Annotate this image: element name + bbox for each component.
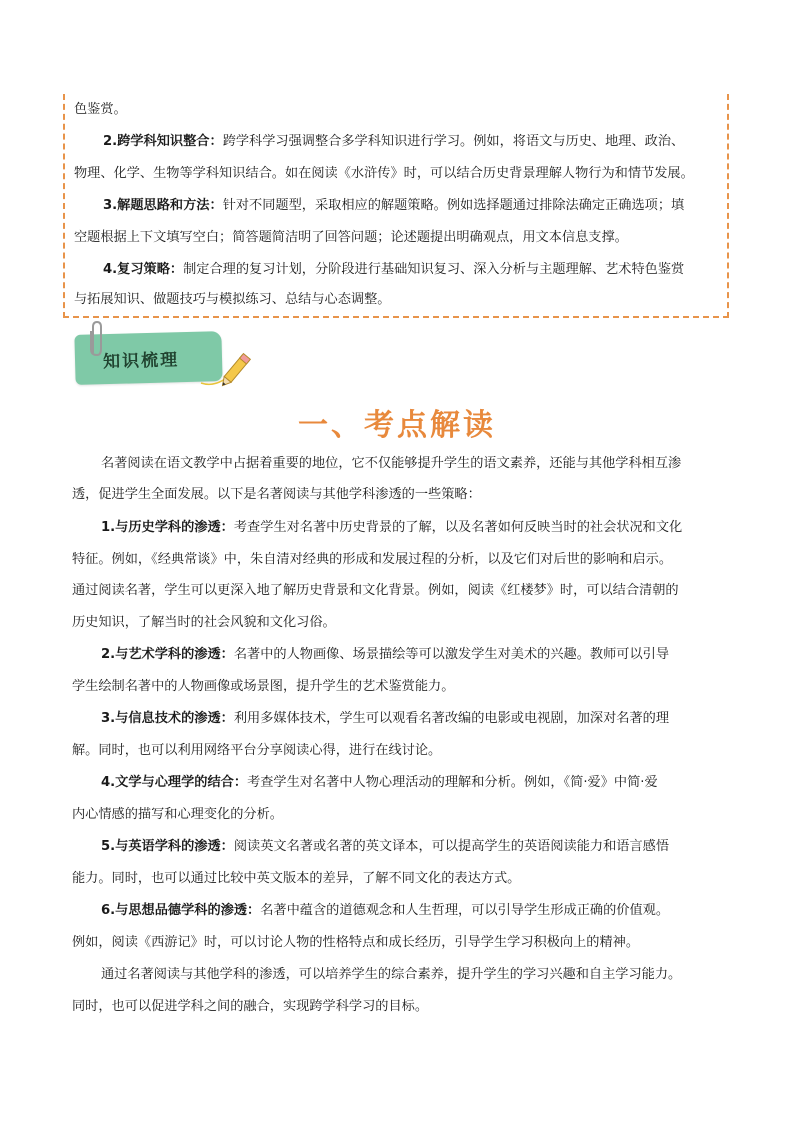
- section-tag-label: 知识梳理: [102, 350, 180, 373]
- box-line: 色鉴赏。: [74, 102, 127, 117]
- paragraph-line: 2.与艺术学科的渗透：名著中的人物画像、场景描绘等可以激发学生对美术的兴趣。教师可以引导: [101, 647, 670, 662]
- box-line: 3.解题思路和方法：针对不同题型，采取相应的解题策略。例如选择题通过排除法确定正确选项；填: [103, 198, 685, 213]
- paperclip-icon: [87, 319, 107, 361]
- paragraph-line: 学生绘制名著中的人物画像或场景图，提升学生的艺术鉴赏能力。: [72, 679, 455, 694]
- paragraph-line: 名著阅读在语文教学中占据着重要的地位，它不仅能够提升学生的语文素养，还能与其他学科相互渗: [101, 456, 682, 471]
- box-line: 4.复习策略：制定合理的复习计划，分阶段进行基础知识复习、深入分析与主题理解、艺术特色鉴赏: [103, 262, 685, 277]
- paragraph-line: 例如，阅读《西游记》时，可以讨论人物的性格特点和成长经历，引导学生学习积极向上的精神。: [72, 935, 640, 950]
- paragraph-line: 能力。同时，也可以通过比较中英文版本的差异，了解不同文化的表达方式。: [72, 871, 521, 886]
- paragraph-line: 透，促进学生全面发展。以下是名著阅读与其他学科渗透的一些策略：: [72, 487, 481, 502]
- paragraph-line: 5.与英语学科的渗透：阅读英文名著或名著的英文译本，可以提高学生的英语阅读能力和语言感悟: [101, 839, 670, 854]
- paragraph-line: 特征。例如，《经典常谈》中，朱自清对经典的形成和发展过程的分析，以及它们对后世的影响和启示。: [72, 552, 673, 567]
- paragraph-line: 6.与思想品德学科的渗透：名著中蕴含的道德观念和人生哲理，可以引导学生形成正确的价值观。: [101, 903, 670, 918]
- box-line: 2.跨学科知识整合：跨学科学习强调整合多学科知识进行学习。例如，将语文与历史、地理、政治、: [103, 134, 685, 149]
- paragraph-line: 3.与信息技术的渗透：利用多媒体技术，学生可以观看名著改编的电影或电视剧，加深对名著的理: [101, 711, 670, 726]
- paragraph-line: 通过名著阅读与其他学科的渗透，可以培养学生的综合素养，提升学生的学习兴趣和自主学习能力。: [101, 967, 682, 982]
- paragraph-line: 同时，也可以促进学科之间的融合，实现跨学科学习的目标。: [72, 999, 429, 1014]
- paragraph-line: 历史知识，了解当时的社会风貌和文化习俗。: [72, 615, 336, 630]
- summary-box: [63, 94, 729, 318]
- box-line: 与拓展知识、做题技巧与模拟练习、总结与心态调整。: [74, 292, 391, 307]
- paragraph-line: 4.文学与心理学的结合：考查学生对名著中人物心理活动的理解和分析。例如，《简·爱》中简·爱: [101, 775, 658, 790]
- paragraph-line: 通过阅读名著，学生可以更深入地了解历史背景和文化背景。例如，阅读《红楼梦》时，可以结合清朝的: [72, 583, 679, 598]
- paragraph-line: 解。同时，也可以利用网络平台分享阅读心得，进行在线讨论。: [72, 743, 442, 758]
- page-heading: 一、考点解读: [298, 408, 496, 443]
- box-line: 空题根据上下文填写空白；简答题简洁明了回答问题；论述题提出明确观点，用文本信息支撑。: [74, 230, 628, 245]
- paragraph-line: 内心情感的描写和心理变化的分析。: [72, 807, 283, 822]
- pencil-icon: [199, 349, 255, 389]
- box-line: 物理、化学、生物等学科知识结合。如在阅读《水浒传》时，可以结合历史背景理解人物行为和情节发展。: [74, 166, 694, 181]
- paragraph-line: 1.与历史学科的渗透：考查学生对名著中历史背景的了解，以及名著如何反映当时的社会状况和文化: [101, 520, 683, 535]
